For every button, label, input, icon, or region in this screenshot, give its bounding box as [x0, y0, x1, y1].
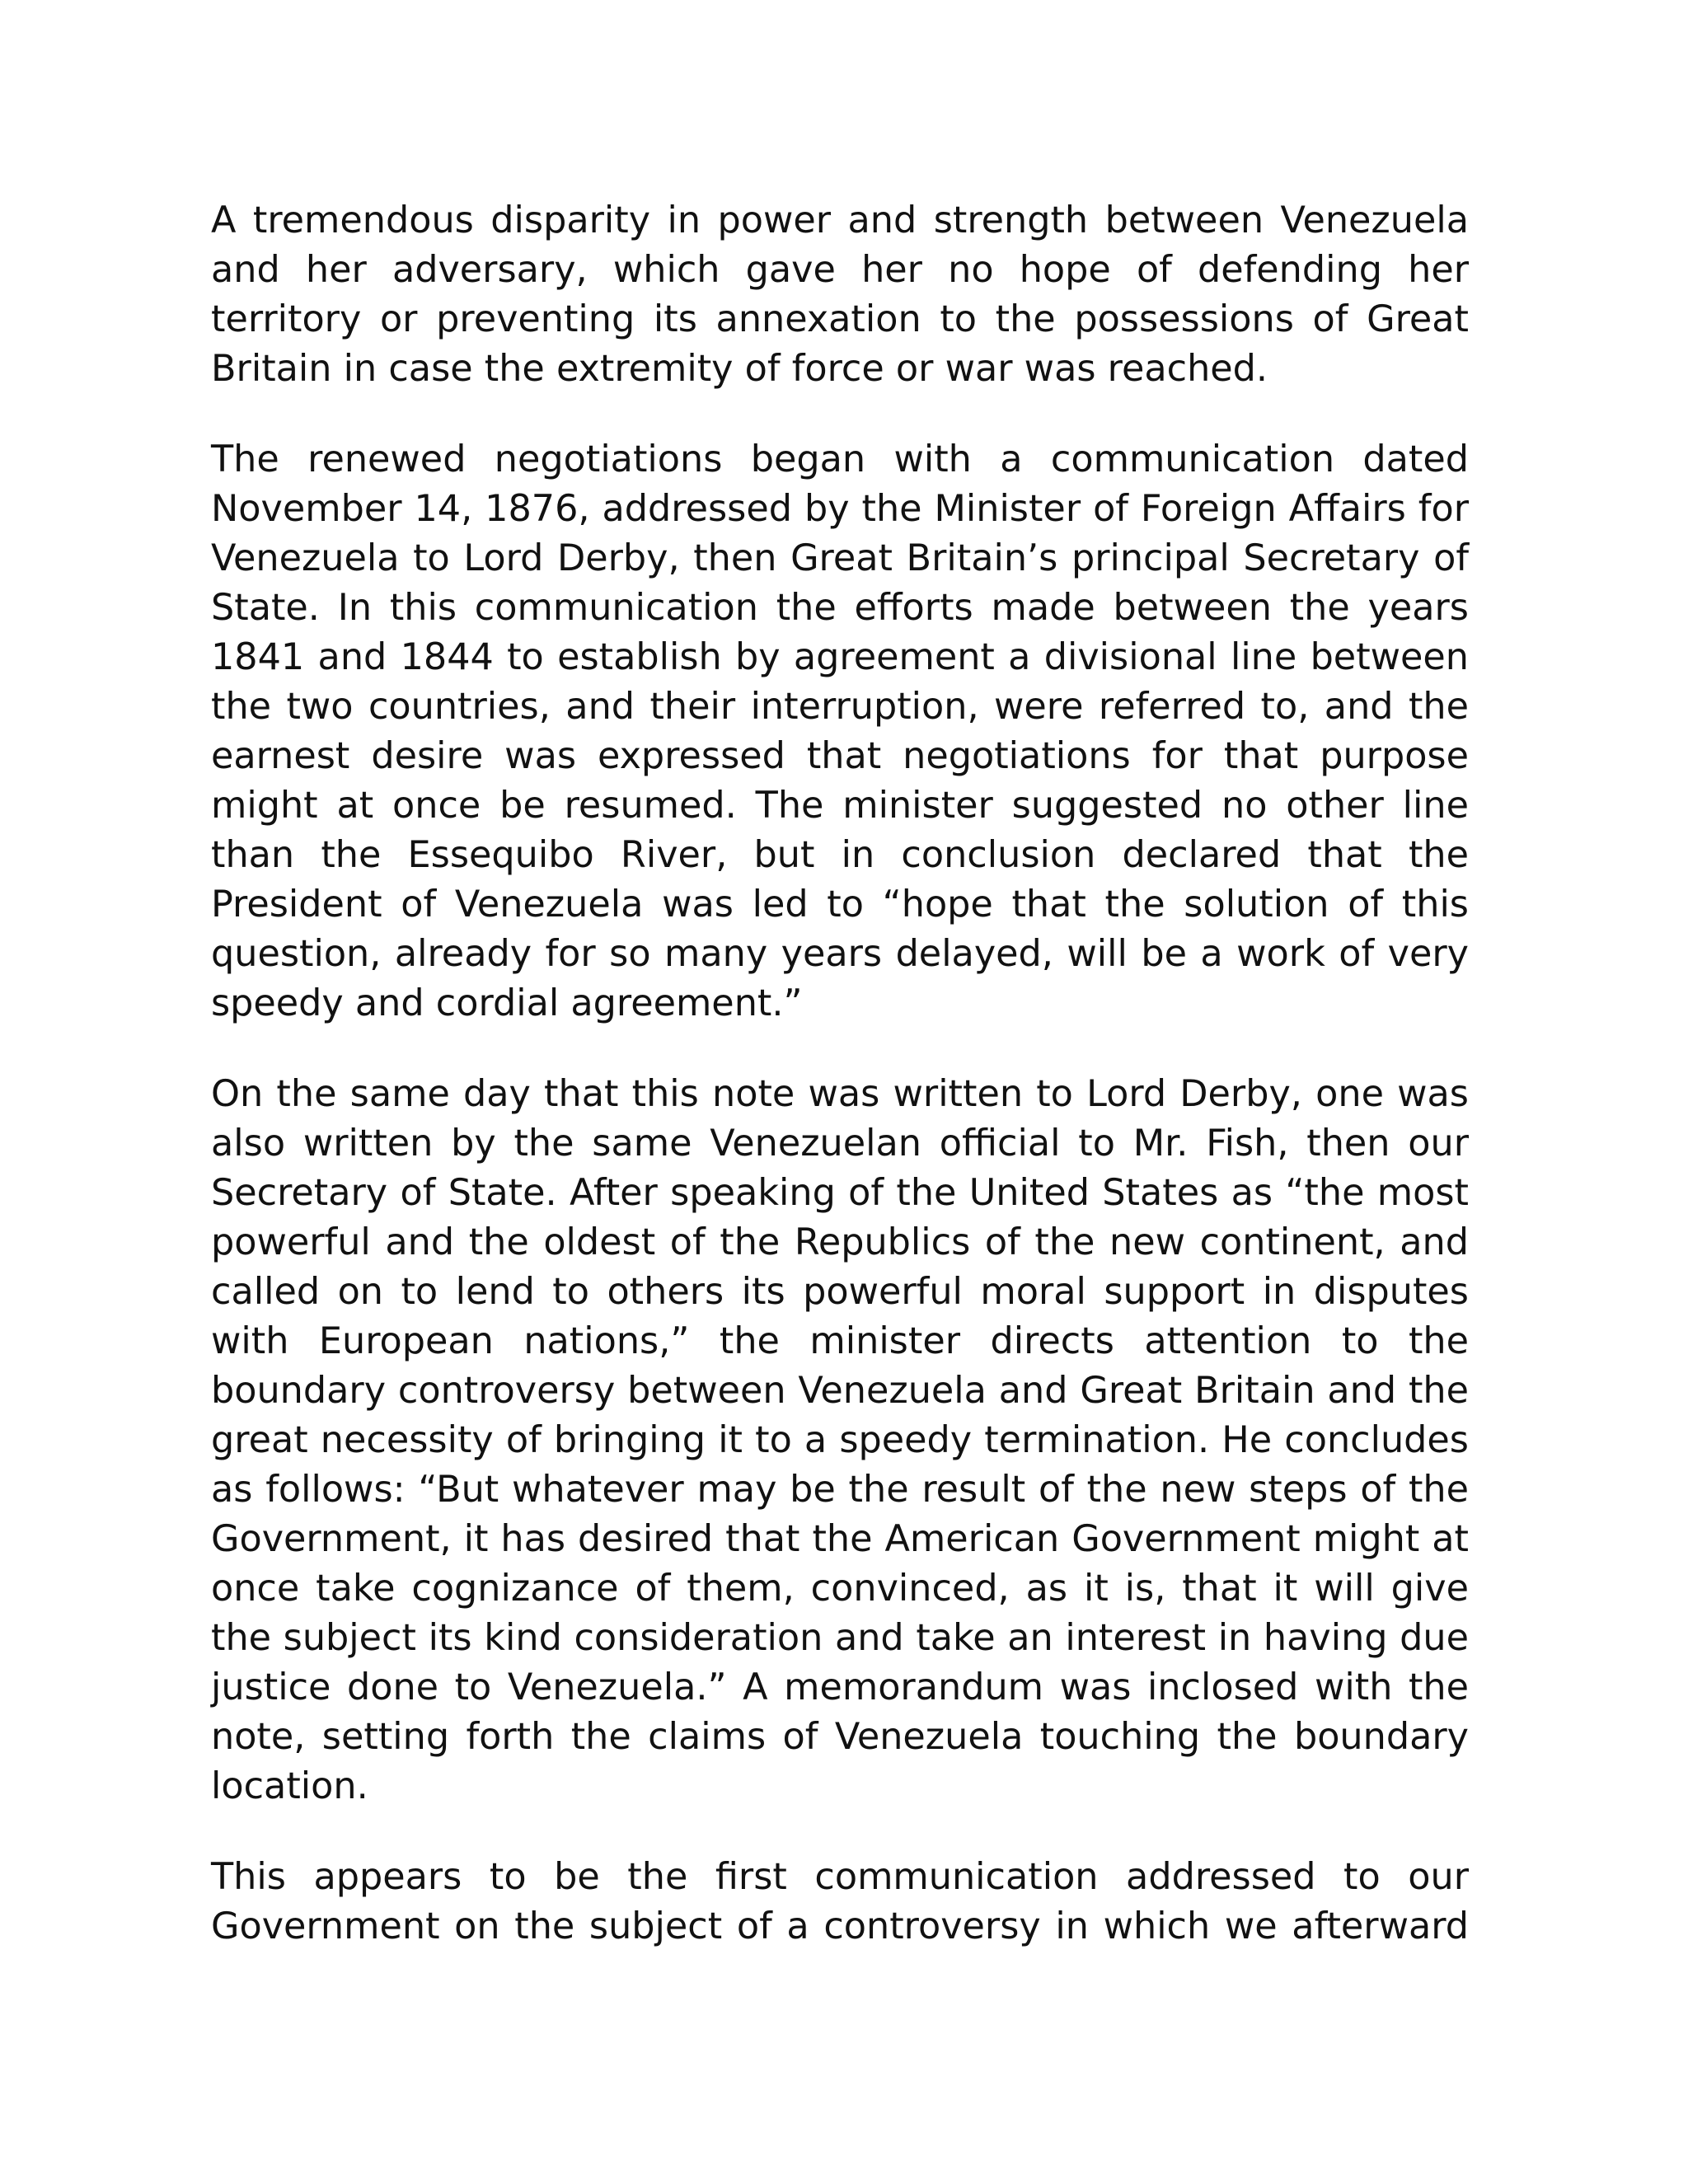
- paragraph-1: A tremendous disparity in power and strength between Venezuela and her adversary, which gave her no hope of defending her territory or preventing its annexation to the possessions of Great Britain in case the extremity of force or war was reached.: [211, 199, 1469, 390]
- paragraph-3: On the same day that this note was written to Lord Derby, one was also written by the same Venezuelan official to Mr. Fish, then our Secretary of State. After speaking of the United States as “the most powerful and the oldest of the Republics of the new continent, and called on to lend to others its powerful moral support in disputes with European nations,” the minister directs attention to the boundary controversy between Venezuela and Great Britain and the great necessity of bringing it to a speedy termination. He concludes as follows: “But whatever may be the result of the new steps of the Government, it has desired that the American Government might at once take cognizance of them, convinced, as it is, that it will give the subject its kind consideration and take an interest in having due justice done to Venezuela.” A memorandum was inclosed with the note, setting forth the claims of Venezuela touching the boundary location.: [211, 1073, 1469, 1807]
- paragraph-4: This appears to be the first communication addressed to our Government on the subject of a controversy in which we afterward: [211, 1856, 1469, 1947]
- paragraph-2: The renewed negotiations began with a communication dated November 14, 1876, addressed by the Minister of Foreign Affairs for Venezuela to Lord Derby, then Great Britain’s principal Secretary of State. In this communication the efforts made between the years 1841 and 1844 to establish by agreement a divisional line between the two countries, and their interruption, were referred to, and the earnest desire was expressed that negotiations for that purpose might at once be resumed. The minister suggested no other line than the Essequibo River, but in conclusion declared that the President of Venezuela was led to “hope that the solution of this question, already for so many years delayed, will be a work of very speedy and cordial agreement.”: [211, 438, 1469, 1024]
- document-page: [211, 196, 1469, 1952]
